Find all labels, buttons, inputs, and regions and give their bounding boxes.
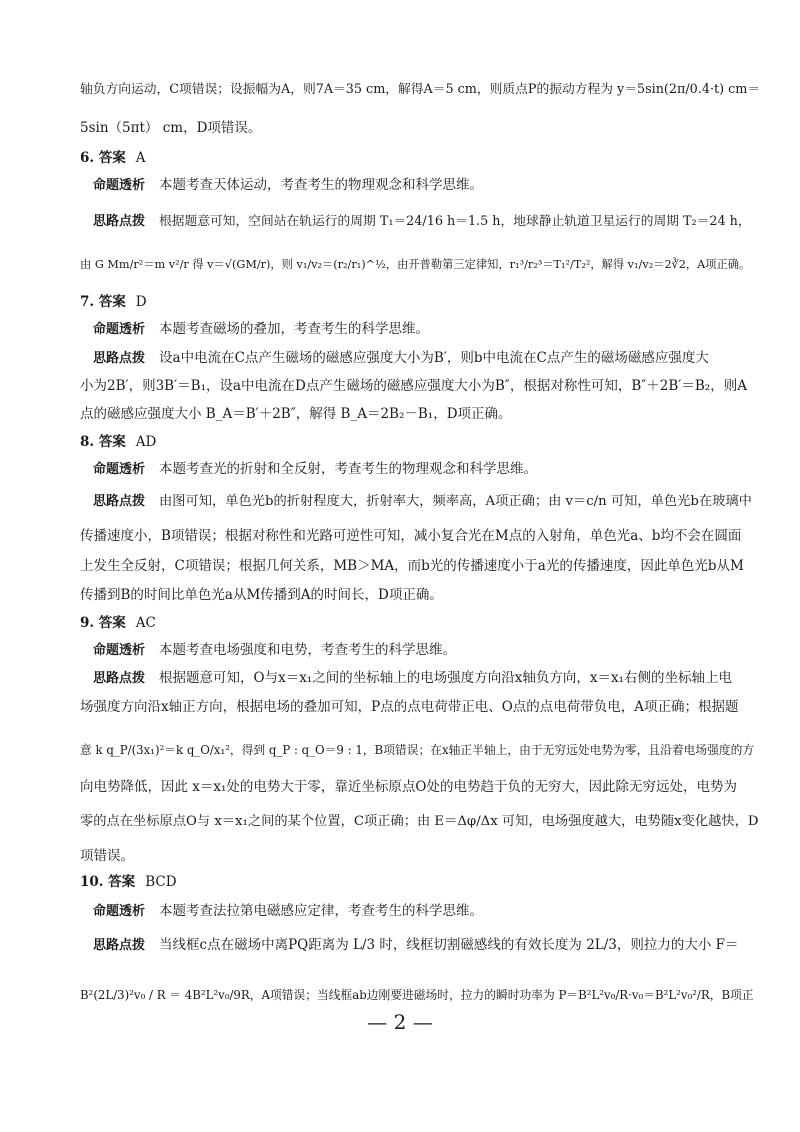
q6-header: [80, 148, 146, 168]
q10-intent-text: 本题考查法拉第电磁感应定律，考查考生的科学思维。: [159, 903, 484, 919]
line-continuation-1: 轴负方向运动，C项错误；设振幅为A，则7A＝35 cm，解得A＝5 cm，则质点P的振动方程为 y＝5sin(2π/0.4·t) cm＝: [80, 82, 761, 97]
q10-solution-tag: 思路点拨: [93, 938, 146, 953]
q10-number: 10. 答案: [80, 874, 136, 890]
q8-header: [80, 432, 156, 452]
q8-intent-text: 本题考查光的折射和全反射，考查考生的物理观念和科学思维。: [159, 461, 538, 477]
q6-solution-1: [93, 212, 751, 232]
q8-solution-4: 传播到B的时间比单色光a从M传播到A的时间长，D项正确。: [80, 587, 443, 603]
q9-solution-4: 向电势降低，因此 x＝x₁处的电势大于零，靠近坐标原点O处的电势趋于负的无穷大，因此除无穷远处，电势为: [80, 779, 737, 795]
q7-header: [80, 292, 147, 312]
q7-answer: D: [135, 294, 147, 310]
q9-intent-text: 本题考查电场强度和电势，考查考生的科学思维。: [159, 642, 457, 658]
q8-answer: AD: [135, 434, 157, 450]
q8-intent-tag: 命题透析: [93, 462, 146, 477]
q9-solution-2: 场强度方向沿x轴正方向，根据电场的叠加可知，P点的点电荷带正电、O点的点电荷带负电，A项正确；根据题: [80, 699, 739, 715]
q10-header: [80, 872, 177, 892]
q9-solution-tag: 思路点拨: [93, 671, 146, 686]
q9-solution-3: 意 k q_P/(3x₁)²＝k q_O/x₁²，得到 q_P : q_O＝9 : 1，B项错误；在x轴正半轴上，由于无穷远处电势为零，且沿着电场强度的方: [80, 743, 755, 757]
q7-solution-2: 小为2B′，则3B′＝B₁，设a中电流在D点产生磁场的磁感应强度大小为B″，根据对称性可知，B″＋2B′＝B₂，则A: [80, 378, 747, 394]
q9-answer: AC: [135, 615, 156, 631]
q6-intent-text: 本题考查天体运动，考查考生的物理观念和科学思维。: [159, 177, 484, 193]
q6-solution-tag: 思路点拨: [93, 214, 146, 229]
q7-intent-text: 本题考查磁场的叠加，考查考生的科学思维。: [159, 321, 430, 337]
q8-solution-text-1: 由图可知，单色光b的折射程度大，折射率大，频率高，A项正确；由 v＝c/n 可知，单色光b在玻璃中: [159, 494, 752, 509]
page-number: — 2 —: [367, 1010, 433, 1034]
q9-intent-tag: 命题透析: [93, 643, 146, 658]
q9-solution-5: 零的点在坐标原点O与 x＝x₁之间的某个位置，C项正确；由 E＝Δφ/Δx 可知，电场强度越大，电势随x变化越快，D: [80, 814, 759, 829]
q9-number: 9. 答案: [80, 615, 126, 631]
q9-solution-text-1: 根据题意可知，O与x＝x₁之间的坐标轴上的电场强度方向沿x轴负方向，x＝x₁右侧的坐标轴上电: [159, 670, 732, 686]
q9-header: [80, 613, 156, 633]
q10-solution-1: [93, 935, 739, 956]
q8-number: 8. 答案: [80, 434, 126, 450]
q6-answer: A: [135, 150, 146, 166]
q8-solution-3: 上发生全反射，C项错误；根据几何关系，MB＞MA，而b光的传播速度小于a光的传播速度，因此单色光b从M: [80, 558, 744, 574]
q8-solution-tag: 思路点拨: [93, 494, 146, 509]
line-continuation-2: 5sin（5πt） cm，D项错误。: [80, 120, 262, 136]
q7-intent-tag: 命题透析: [93, 322, 146, 337]
q6-intent: [93, 175, 483, 196]
q6-solution-2: 由 G Mm/r²＝m v²/r 得 v＝√(GM/r)，则 v₁/v₂＝(r₂/r₁)^½，由开普勒第三定律知，r₁³/r₂³＝T₁²/T₂²，解得 v₁/v₂＝2∛2，A项正确。: [80, 258, 751, 271]
q7-solution-text-1: 设a中电流在C点产生磁场的磁感应强度大小为B′，则b中电流在C点产生的磁场磁感应强度大: [159, 350, 709, 366]
q10-solution-text-1: 当线框c点在磁场中离PQ距离为 L/3 时，线框切割磁感线的有效长度为 2L/3，则拉力的大小 F＝: [159, 937, 739, 953]
q9-solution-6: 项错误。: [80, 848, 134, 864]
q8-solution-2: 传播速度小，B项错误；根据对称性和光路可逆性可知，减小复合光在M点的入射角，单色光a、b均不会在圆面: [80, 528, 742, 544]
q10-intent-tag: 命题透析: [93, 904, 146, 919]
q7-solution-1: [93, 348, 709, 369]
q9-intent: [93, 640, 456, 661]
q7-solution-tag: 思路点拨: [93, 351, 146, 366]
q6-intent-tag: 命题透析: [93, 178, 146, 193]
q8-solution-1: [93, 492, 752, 512]
q8-intent: [93, 459, 537, 480]
q7-number: 7. 答案: [80, 294, 126, 310]
q7-solution-3: 点的磁感应强度大小 B_A＝B′＋2B″，解得 B_A＝2B₂－B₁，D项正确。: [80, 406, 512, 422]
q6-number: 6. 答案: [80, 150, 126, 166]
q10-solution-2: B²(2L/3)²v₀ / R ＝ 4B²L²v₀/9R，A项错误；当线框ab边刚要进磁场时，拉力的瞬时功率为 P＝B²L²v₀/R·v₀＝B²L²v₀²/R，B项正: [80, 988, 754, 1002]
q10-intent: [93, 901, 483, 922]
q6-solution-text-1: 根据题意可知，空间站在轨运行的周期 T₁＝24/16 h＝1.5 h，地球静止轨道卫星运行的周期 T₂＝24 h，: [159, 214, 751, 229]
q7-intent: [93, 319, 429, 340]
q10-answer: BCD: [145, 874, 177, 890]
q9-solution-1: [93, 668, 732, 689]
